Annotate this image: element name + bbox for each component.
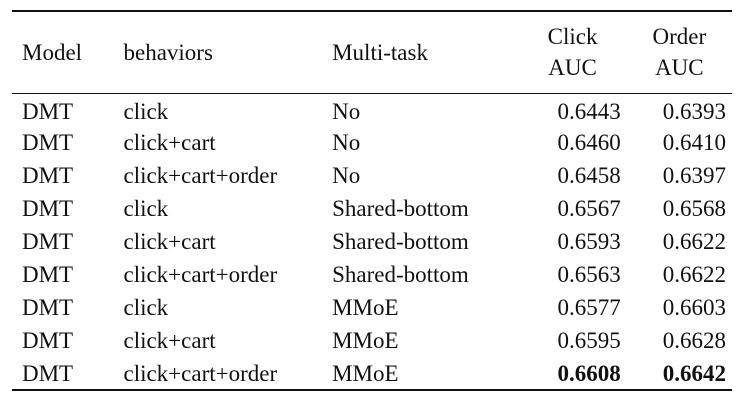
cell-multitask: No [332,99,361,125]
cell-behaviors: click+cart+order [123,360,278,386]
cell-click-auc-best: 0.6608 [557,360,621,386]
cell-model: DMT [22,328,74,353]
table-row [12,258,732,291]
cell-behaviors: click [123,295,169,320]
cell-click-auc: 0.6458 [557,163,621,188]
cell-order-auc: 0.6622 [662,229,726,254]
results-table-container [12,10,732,391]
cell-multitask: Shared-bottom [332,262,469,287]
cell-click-auc: 0.6460 [557,130,621,155]
cell-click-auc: 0.6567 [557,196,621,221]
header-order-auc [627,11,732,93]
cell-behaviors: click+cart+order [123,163,278,188]
cell-click-auc: 0.6563 [557,262,621,287]
header-behaviors: behaviors [117,11,326,93]
cell-order-auc: 0.6393 [662,99,726,125]
cell-order-auc: 0.6397 [662,163,726,188]
cell-model: DMT [22,196,74,221]
cell-multitask: Shared-bottom [332,196,469,221]
cell-multitask: No [332,163,361,188]
cell-model: DMT [22,295,74,320]
table-header [12,11,732,93]
cell-order-auc: 0.6410 [662,130,726,155]
header-model: Model [12,11,117,93]
cell-behaviors: click+cart [123,229,216,254]
cell-order-auc: 0.6603 [662,295,726,320]
cell-behaviors: click+cart [123,130,216,155]
cell-multitask: MMoE [332,328,399,353]
table-row [12,225,732,258]
header-multitask: Multi-task [326,11,518,93]
cell-behaviors: click [123,99,169,125]
cell-multitask: Shared-bottom [332,229,469,254]
header-order-auc-line1: Order [652,24,707,50]
cell-click-auc: 0.6593 [557,229,621,254]
cell-click-auc: 0.6443 [557,99,621,125]
cell-click-auc: 0.6577 [557,295,621,320]
header-click-auc [518,11,626,93]
header-row [12,11,732,93]
cell-multitask: MMoE [332,360,399,386]
cell-order-auc: 0.6622 [662,262,726,287]
cell-order-auc: 0.6628 [662,328,726,353]
header-order-auc-line2: AUC [655,55,704,81]
table-row [12,324,732,357]
cell-model: DMT [22,130,74,155]
results-table [12,10,732,391]
cell-click-auc: 0.6595 [557,328,621,353]
cell-multitask: No [332,130,361,155]
cell-order-auc: 0.6568 [662,196,726,221]
cell-multitask: MMoE [332,295,399,320]
table-row [12,357,732,390]
cell-model: DMT [22,229,74,254]
cell-model: DMT [22,163,74,188]
header-click-auc-line1: Click [547,24,598,50]
cell-order-auc-best: 0.6642 [662,360,726,386]
header-click-auc-line2: AUC [548,55,597,81]
cell-model: DMT [22,360,74,386]
cell-behaviors: click+cart [123,328,216,353]
table-row [12,126,732,159]
cell-model: DMT [22,99,74,125]
table-body [12,93,732,390]
cell-model: DMT [22,262,74,287]
table-row [12,159,732,192]
table-row [12,192,732,225]
table-row [12,93,732,126]
cell-behaviors: click+cart+order [123,262,278,287]
table-row [12,291,732,324]
cell-behaviors: click [123,196,169,221]
